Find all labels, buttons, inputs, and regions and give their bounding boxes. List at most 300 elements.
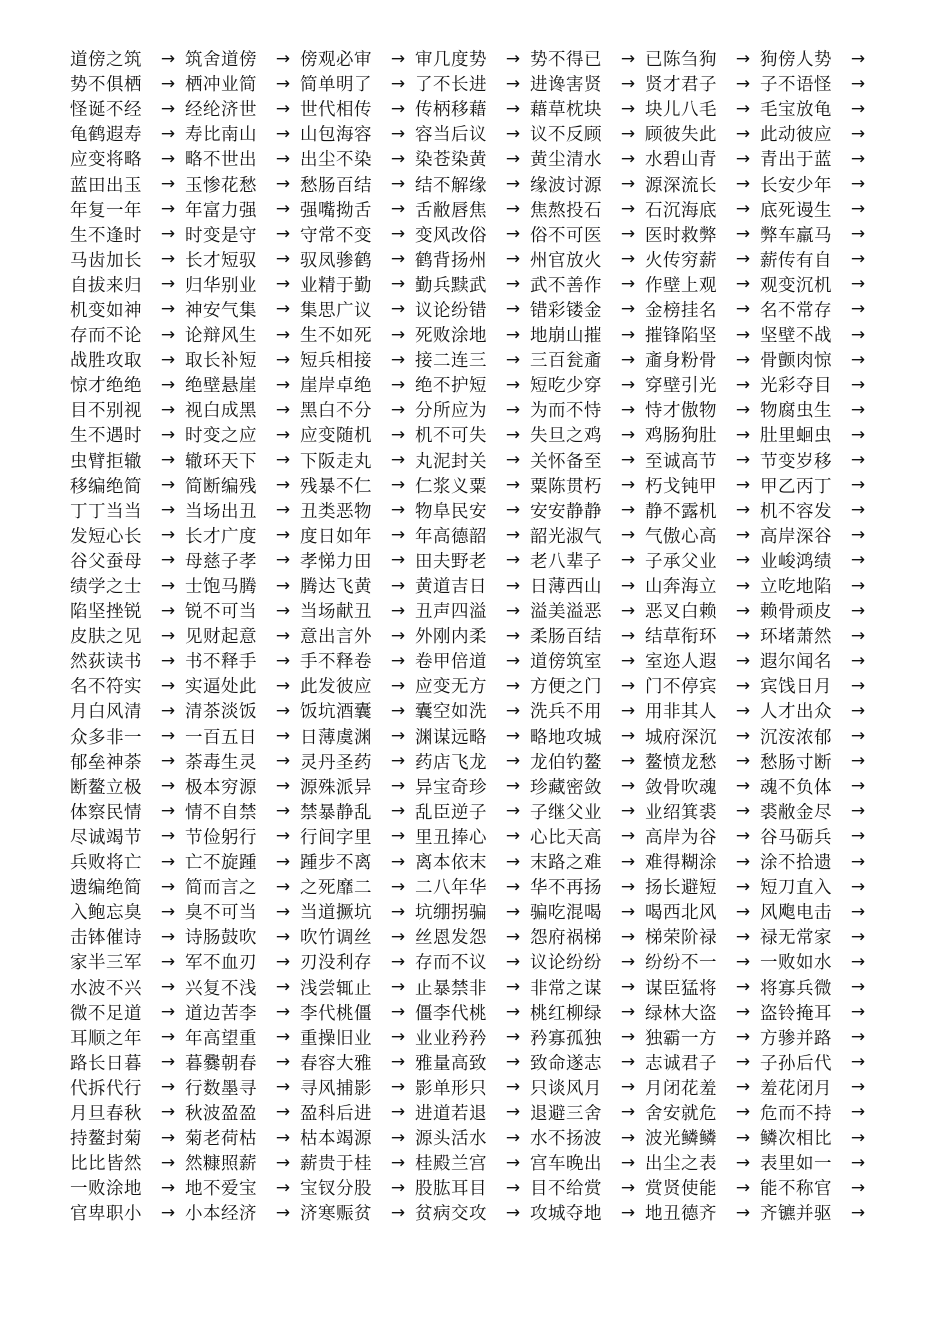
idiom-cell	[530, 297, 645, 322]
idiom-cell	[70, 724, 185, 749]
right-arrow-icon: →	[620, 174, 636, 195]
idiom-text: 光彩夺目	[760, 376, 832, 397]
idiom-cell	[300, 272, 415, 297]
right-arrow-icon: →	[735, 600, 751, 621]
idiom-text: 攻城夺地	[530, 1204, 602, 1225]
idiom-cell	[415, 46, 530, 71]
idiom-cell	[300, 146, 415, 171]
idiom-text: 城府深沉	[645, 727, 717, 748]
idiom-text: 赏贤使能	[645, 1179, 717, 1200]
idiom-text: 月旦春秋	[70, 1103, 142, 1124]
idiom-text: 机不容发	[760, 501, 832, 522]
idiom-cell	[645, 272, 760, 297]
idiom-text: 地崩山摧	[530, 326, 602, 347]
idiom-cell	[300, 799, 415, 824]
idiom-cell	[415, 799, 530, 824]
idiom-text: 子继父业	[530, 802, 602, 823]
right-arrow-icon: →	[850, 1102, 866, 1123]
right-arrow-icon: →	[390, 826, 406, 847]
right-arrow-icon: →	[390, 73, 406, 94]
right-arrow-icon: →	[160, 550, 176, 571]
idiom-text: 当场献丑	[300, 602, 372, 623]
idiom-cell	[530, 322, 645, 347]
right-arrow-icon: →	[160, 1127, 176, 1148]
idiom-cell	[300, 1200, 415, 1225]
idiom-text: 手不释卷	[300, 652, 372, 673]
idiom-text: 关怀备至	[530, 451, 602, 472]
right-arrow-icon: →	[620, 73, 636, 94]
idiom-text: 骨颤肉惊	[760, 351, 832, 372]
idiom-text: 机变如神	[70, 300, 142, 321]
idiom-cell	[300, 523, 415, 548]
idiom-cell	[645, 1175, 760, 1200]
idiom-cell	[760, 146, 875, 171]
right-arrow-icon: →	[850, 977, 866, 998]
right-arrow-icon: →	[850, 751, 866, 772]
right-arrow-icon: →	[390, 148, 406, 169]
idiom-text: 当道撅坑	[300, 903, 372, 924]
idiom-cell	[645, 749, 760, 774]
idiom-text: 穿壁引光	[645, 376, 717, 397]
right-arrow-icon: →	[505, 1002, 521, 1023]
idiom-text: 长才广度	[185, 526, 257, 547]
idiom-cell	[760, 172, 875, 197]
idiom-cell	[645, 698, 760, 723]
right-arrow-icon: →	[275, 801, 291, 822]
right-arrow-icon: →	[850, 249, 866, 270]
idiom-text: 齑身粉骨	[645, 351, 717, 372]
idiom-cell	[760, 71, 875, 96]
idiom-text: 愁肠寸断	[760, 752, 832, 773]
idiom-text: 波光鳞鳞	[645, 1129, 717, 1150]
idiom-cell	[185, 598, 300, 623]
idiom-cell	[760, 1025, 875, 1050]
right-arrow-icon: →	[390, 1202, 406, 1223]
idiom-text: 短刀直入	[760, 878, 832, 899]
idiom-row	[70, 297, 880, 322]
right-arrow-icon: →	[505, 650, 521, 671]
idiom-row	[70, 1075, 880, 1100]
idiom-cell	[760, 573, 875, 598]
idiom-text: 已陈刍狗	[645, 50, 717, 71]
right-arrow-icon: →	[735, 776, 751, 797]
idiom-text: 青出于蓝	[760, 150, 832, 171]
right-arrow-icon: →	[850, 1202, 866, 1223]
idiom-cell	[415, 1075, 530, 1100]
idiom-text: 微不足道	[70, 1003, 142, 1024]
right-arrow-icon: →	[505, 700, 521, 721]
right-arrow-icon: →	[505, 224, 521, 245]
idiom-text: 略地攻城	[530, 727, 602, 748]
right-arrow-icon: →	[160, 324, 176, 345]
idiom-text: 结不解缘	[415, 175, 487, 196]
idiom-text: 狗傍人势	[760, 50, 832, 71]
idiom-cell	[415, 172, 530, 197]
right-arrow-icon: →	[620, 525, 636, 546]
idiom-cell	[300, 121, 415, 146]
idiom-text: 顾彼失此	[645, 125, 717, 146]
right-arrow-icon: →	[275, 500, 291, 521]
right-arrow-icon: →	[160, 600, 176, 621]
right-arrow-icon: →	[390, 274, 406, 295]
right-arrow-icon: →	[160, 751, 176, 772]
right-arrow-icon: →	[850, 525, 866, 546]
idiom-text: 观变沉机	[760, 275, 832, 296]
right-arrow-icon: →	[850, 299, 866, 320]
right-arrow-icon: →	[735, 801, 751, 822]
idiom-cell	[300, 297, 415, 322]
right-arrow-icon: →	[505, 600, 521, 621]
right-arrow-icon: →	[160, 977, 176, 998]
idiom-text: 异宝奇珍	[415, 777, 487, 798]
right-arrow-icon: →	[505, 349, 521, 370]
right-arrow-icon: →	[735, 148, 751, 169]
right-arrow-icon: →	[390, 650, 406, 671]
right-arrow-icon: →	[160, 1077, 176, 1098]
idiom-cell	[300, 197, 415, 222]
idiom-text: 时变之应	[185, 426, 257, 447]
idiom-cell	[530, 197, 645, 222]
idiom-cell	[185, 1200, 300, 1225]
idiom-text: 灵丹圣药	[300, 752, 372, 773]
right-arrow-icon: →	[160, 1202, 176, 1223]
idiom-cell	[70, 824, 185, 849]
right-arrow-icon: →	[160, 199, 176, 220]
idiom-cell	[530, 874, 645, 899]
idiom-text: 柔肠百结	[530, 627, 602, 648]
idiom-cell	[760, 1000, 875, 1025]
idiom-cell	[645, 598, 760, 623]
right-arrow-icon: →	[275, 675, 291, 696]
idiom-row	[70, 171, 880, 196]
idiom-text: 梯荣阶禄	[645, 928, 717, 949]
idiom-text: 济寒赈贫	[300, 1204, 372, 1225]
idiom-cell	[760, 473, 875, 498]
idiom-cell	[415, 121, 530, 146]
right-arrow-icon: →	[275, 73, 291, 94]
idiom-cell	[530, 523, 645, 548]
right-arrow-icon: →	[735, 98, 751, 119]
idiom-cell	[185, 623, 300, 648]
idiom-cell	[530, 975, 645, 1000]
idiom-text: 丸泥封关	[415, 451, 487, 472]
idiom-text: 名不符实	[70, 677, 142, 698]
right-arrow-icon: →	[850, 73, 866, 94]
idiom-text: 重操旧业	[300, 1028, 372, 1049]
idiom-cell	[185, 172, 300, 197]
idiom-cell	[530, 1075, 645, 1100]
idiom-text: 影单形只	[415, 1078, 487, 1099]
right-arrow-icon: →	[850, 700, 866, 721]
idiom-text: 之死靡二	[300, 878, 372, 899]
idiom-text: 出尘之表	[645, 1154, 717, 1175]
idiom-cell	[645, 1150, 760, 1175]
right-arrow-icon: →	[735, 224, 751, 245]
idiom-cell	[185, 121, 300, 146]
idiom-cell	[645, 498, 760, 523]
right-arrow-icon: →	[160, 726, 176, 747]
idiom-text: 视白成黑	[185, 401, 257, 422]
right-arrow-icon: →	[160, 299, 176, 320]
idiom-cell	[300, 1150, 415, 1175]
idiom-cell	[760, 1150, 875, 1175]
right-arrow-icon: →	[620, 274, 636, 295]
right-arrow-icon: →	[850, 274, 866, 295]
idiom-text: 比比皆然	[70, 1154, 142, 1175]
idiom-cell	[415, 598, 530, 623]
idiom-text: 盈科后进	[300, 1103, 372, 1124]
idiom-text: 然糠照薪	[185, 1154, 257, 1175]
idiom-text: 强嘴拗舌	[300, 200, 372, 221]
right-arrow-icon: →	[160, 776, 176, 797]
right-arrow-icon: →	[620, 675, 636, 696]
right-arrow-icon: →	[275, 349, 291, 370]
idiom-cell	[70, 673, 185, 698]
idiom-text: 年高望重	[185, 1028, 257, 1049]
idiom-text: 弊车羸马	[760, 225, 832, 246]
right-arrow-icon: →	[850, 199, 866, 220]
right-arrow-icon: →	[390, 726, 406, 747]
idiom-text: 春容大雅	[300, 1053, 372, 1074]
idiom-cell	[760, 397, 875, 422]
idiom-text: 源深流长	[645, 175, 717, 196]
right-arrow-icon: →	[160, 98, 176, 119]
right-arrow-icon: →	[620, 600, 636, 621]
right-arrow-icon: →	[275, 851, 291, 872]
idiom-row	[70, 548, 880, 573]
idiom-row	[70, 347, 880, 372]
right-arrow-icon: →	[850, 500, 866, 521]
right-arrow-icon: →	[850, 450, 866, 471]
idiom-text: 卷甲倍道	[415, 652, 487, 673]
idiom-text: 变风改俗	[415, 225, 487, 246]
idiom-cell	[645, 673, 760, 698]
idiom-text: 击钵催诗	[70, 928, 142, 949]
idiom-text: 此动彼应	[760, 125, 832, 146]
idiom-cell	[760, 673, 875, 698]
idiom-text: 势不得已	[530, 50, 602, 71]
idiom-text: 极本穷源	[185, 777, 257, 798]
idiom-cell	[185, 975, 300, 1000]
idiom-text: 道傍筑室	[530, 652, 602, 673]
idiom-cell	[645, 473, 760, 498]
right-arrow-icon: →	[275, 148, 291, 169]
idiom-cell	[300, 71, 415, 96]
right-arrow-icon: →	[275, 575, 291, 596]
idiom-cell	[185, 498, 300, 523]
idiom-text: 块儿八毛	[645, 100, 717, 121]
idiom-cell	[760, 247, 875, 272]
idiom-cell	[760, 1200, 875, 1225]
right-arrow-icon: →	[735, 299, 751, 320]
idiom-text: 一败涂地	[70, 1179, 142, 1200]
right-arrow-icon: →	[390, 525, 406, 546]
idiom-row	[70, 799, 880, 824]
idiom-cell	[300, 648, 415, 673]
idiom-cell	[760, 924, 875, 949]
idiom-text: 一败如水	[760, 953, 832, 974]
idiom-cell	[760, 1125, 875, 1150]
idiom-text: 恶叉白赖	[645, 602, 717, 623]
idiom-text: 议论纷错	[415, 300, 487, 321]
right-arrow-icon: →	[735, 1152, 751, 1173]
idiom-cell	[645, 297, 760, 322]
idiom-text: 珍藏密敛	[530, 777, 602, 798]
right-arrow-icon: →	[620, 424, 636, 445]
idiom-row	[70, 949, 880, 974]
idiom-cell	[415, 874, 530, 899]
right-arrow-icon: →	[850, 600, 866, 621]
idiom-text: 出尘不染	[300, 150, 372, 171]
idiom-cell	[415, 372, 530, 397]
right-arrow-icon: →	[505, 73, 521, 94]
right-arrow-icon: →	[390, 1052, 406, 1073]
idiom-text: 众多非一	[70, 727, 142, 748]
idiom-cell	[185, 146, 300, 171]
idiom-text: 断鳌立极	[70, 777, 142, 798]
right-arrow-icon: →	[275, 550, 291, 571]
right-arrow-icon: →	[735, 550, 751, 571]
right-arrow-icon: →	[390, 550, 406, 571]
right-arrow-icon: →	[390, 1177, 406, 1198]
idiom-cell	[760, 824, 875, 849]
right-arrow-icon: →	[735, 349, 751, 370]
idiom-text: 州官放火	[530, 250, 602, 271]
idiom-row	[70, 222, 880, 247]
idiom-row	[70, 749, 880, 774]
idiom-cell	[645, 799, 760, 824]
idiom-text: 黑白不分	[300, 401, 372, 422]
right-arrow-icon: →	[160, 349, 176, 370]
idiom-cell	[70, 1175, 185, 1200]
right-arrow-icon: →	[160, 650, 176, 671]
idiom-cell	[760, 874, 875, 899]
right-arrow-icon: →	[850, 1152, 866, 1173]
idiom-text: 盗铃掩耳	[760, 1003, 832, 1024]
idiom-text: 时变是守	[185, 225, 257, 246]
idiom-cell	[415, 548, 530, 573]
idiom-cell	[70, 874, 185, 899]
idiom-cell	[300, 1075, 415, 1100]
right-arrow-icon: →	[390, 450, 406, 471]
right-arrow-icon: →	[735, 324, 751, 345]
idiom-cell	[300, 874, 415, 899]
idiom-text: 华不再扬	[530, 878, 602, 899]
right-arrow-icon: →	[505, 475, 521, 496]
idiom-text: 应变无方	[415, 677, 487, 698]
right-arrow-icon: →	[390, 876, 406, 897]
idiom-cell	[70, 799, 185, 824]
right-arrow-icon: →	[390, 926, 406, 947]
right-arrow-icon: →	[390, 700, 406, 721]
right-arrow-icon: →	[505, 299, 521, 320]
right-arrow-icon: →	[275, 926, 291, 947]
idiom-row	[70, 272, 880, 297]
idiom-cell	[185, 824, 300, 849]
right-arrow-icon: →	[620, 123, 636, 144]
idiom-text: 刃没利存	[300, 953, 372, 974]
right-arrow-icon: →	[735, 374, 751, 395]
idiom-cell	[70, 247, 185, 272]
idiom-text: 书不释手	[185, 652, 257, 673]
right-arrow-icon: →	[275, 700, 291, 721]
right-arrow-icon: →	[275, 600, 291, 621]
idiom-text: 骗吃混喝	[530, 903, 602, 924]
right-arrow-icon: →	[275, 299, 291, 320]
idiom-cell	[300, 1100, 415, 1125]
right-arrow-icon: →	[505, 1177, 521, 1198]
right-arrow-icon: →	[620, 1002, 636, 1023]
right-arrow-icon: →	[620, 977, 636, 998]
idiom-text: 死败涂地	[415, 326, 487, 347]
right-arrow-icon: →	[160, 901, 176, 922]
idiom-text: 驭凤骖鹤	[300, 250, 372, 271]
idiom-cell	[70, 949, 185, 974]
idiom-text: 惊才绝绝	[70, 376, 142, 397]
right-arrow-icon: →	[620, 500, 636, 521]
idiom-cell	[300, 498, 415, 523]
idiom-text: 只谈风月	[530, 1078, 602, 1099]
right-arrow-icon: →	[620, 876, 636, 897]
right-arrow-icon: →	[735, 876, 751, 897]
right-arrow-icon: →	[505, 274, 521, 295]
right-arrow-icon: →	[390, 324, 406, 345]
idiom-text: 里丑捧心	[415, 827, 487, 848]
idiom-text: 当场出丑	[185, 501, 257, 522]
idiom-cell	[415, 698, 530, 723]
idiom-text: 贤才君子	[645, 75, 717, 96]
idiom-cell	[645, 1000, 760, 1025]
idiom-text: 韶光淑气	[530, 526, 602, 547]
idiom-cell	[185, 648, 300, 673]
right-arrow-icon: →	[850, 550, 866, 571]
idiom-cell	[760, 648, 875, 673]
idiom-cell	[415, 724, 530, 749]
idiom-text: 能不称官	[760, 1179, 832, 1200]
right-arrow-icon: →	[160, 801, 176, 822]
right-arrow-icon: →	[275, 751, 291, 772]
idiom-cell	[760, 422, 875, 447]
right-arrow-icon: →	[275, 977, 291, 998]
idiom-row	[70, 372, 880, 397]
idiom-cell	[760, 1075, 875, 1100]
idiom-text: 马齿加长	[70, 250, 142, 271]
idiom-cell	[415, 146, 530, 171]
idiom-cell	[185, 1025, 300, 1050]
right-arrow-icon: →	[850, 625, 866, 646]
idiom-text: 退避三舍	[530, 1103, 602, 1124]
idiom-text: 母慈子孝	[185, 551, 257, 572]
right-arrow-icon: →	[390, 48, 406, 69]
idiom-text: 老八辈子	[530, 551, 602, 572]
idiom-text: 危而不持	[760, 1103, 832, 1124]
idiom-text: 下阪走丸	[300, 451, 372, 472]
idiom-text: 止暴禁非	[415, 978, 487, 999]
idiom-cell	[760, 548, 875, 573]
idiom-cell	[300, 247, 415, 272]
idiom-row	[70, 146, 880, 171]
idiom-cell	[530, 46, 645, 71]
right-arrow-icon: →	[505, 575, 521, 596]
idiom-cell	[760, 975, 875, 1000]
right-arrow-icon: →	[390, 424, 406, 445]
right-arrow-icon: →	[620, 1177, 636, 1198]
right-arrow-icon: →	[390, 600, 406, 621]
idiom-text: 山包海容	[300, 125, 372, 146]
right-arrow-icon: →	[390, 977, 406, 998]
idiom-cell	[300, 774, 415, 799]
idiom-cell	[760, 297, 875, 322]
